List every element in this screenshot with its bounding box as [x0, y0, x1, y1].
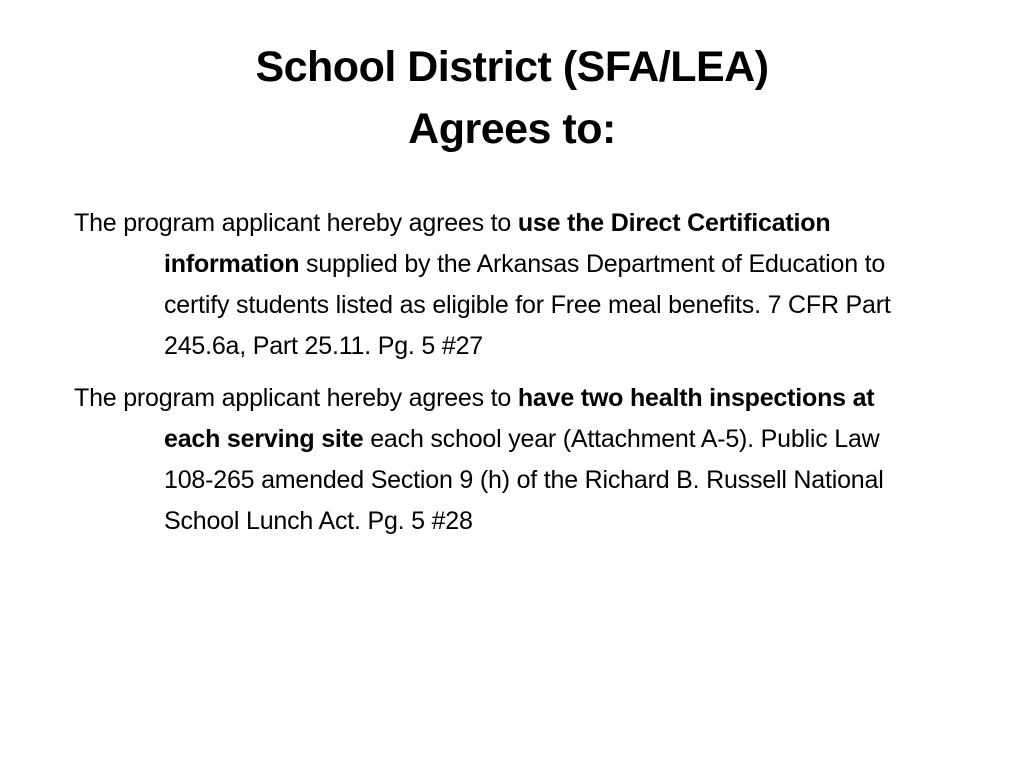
paragraph-suffix: supplied by the Arkansas Department of Education to certify students listed as eligible for Free meal benefits. 7 CFR Part 245.6a, Part 25.11. Pg. 5 #27: [164, 250, 891, 360]
agreement-paragraph-health-inspections: [74, 378, 934, 542]
agreement-paragraph-direct-certification: [74, 203, 934, 367]
paragraph-prefix: The program applicant hereby agrees to: [74, 209, 518, 237]
paragraph-prefix: The program applicant hereby agrees to: [74, 384, 518, 412]
slide-body: [74, 203, 934, 553]
paragraph-emphasis: have two health inspections at each serving site: [164, 384, 875, 453]
slide-title-line-2: Agrees to:: [408, 105, 616, 153]
paragraph-emphasis: use the Direct Certification information: [164, 209, 831, 278]
paragraph-suffix: each school year (Attachment A-5). Public Law 108-265 amended Section 9 (h) of the Richard B. Russell National School Lunch Act. Pg. 5 #28: [164, 425, 884, 535]
slide-title: [80, 36, 944, 160]
slide-title-line-1: School District (SFA/LEA): [255, 43, 769, 91]
